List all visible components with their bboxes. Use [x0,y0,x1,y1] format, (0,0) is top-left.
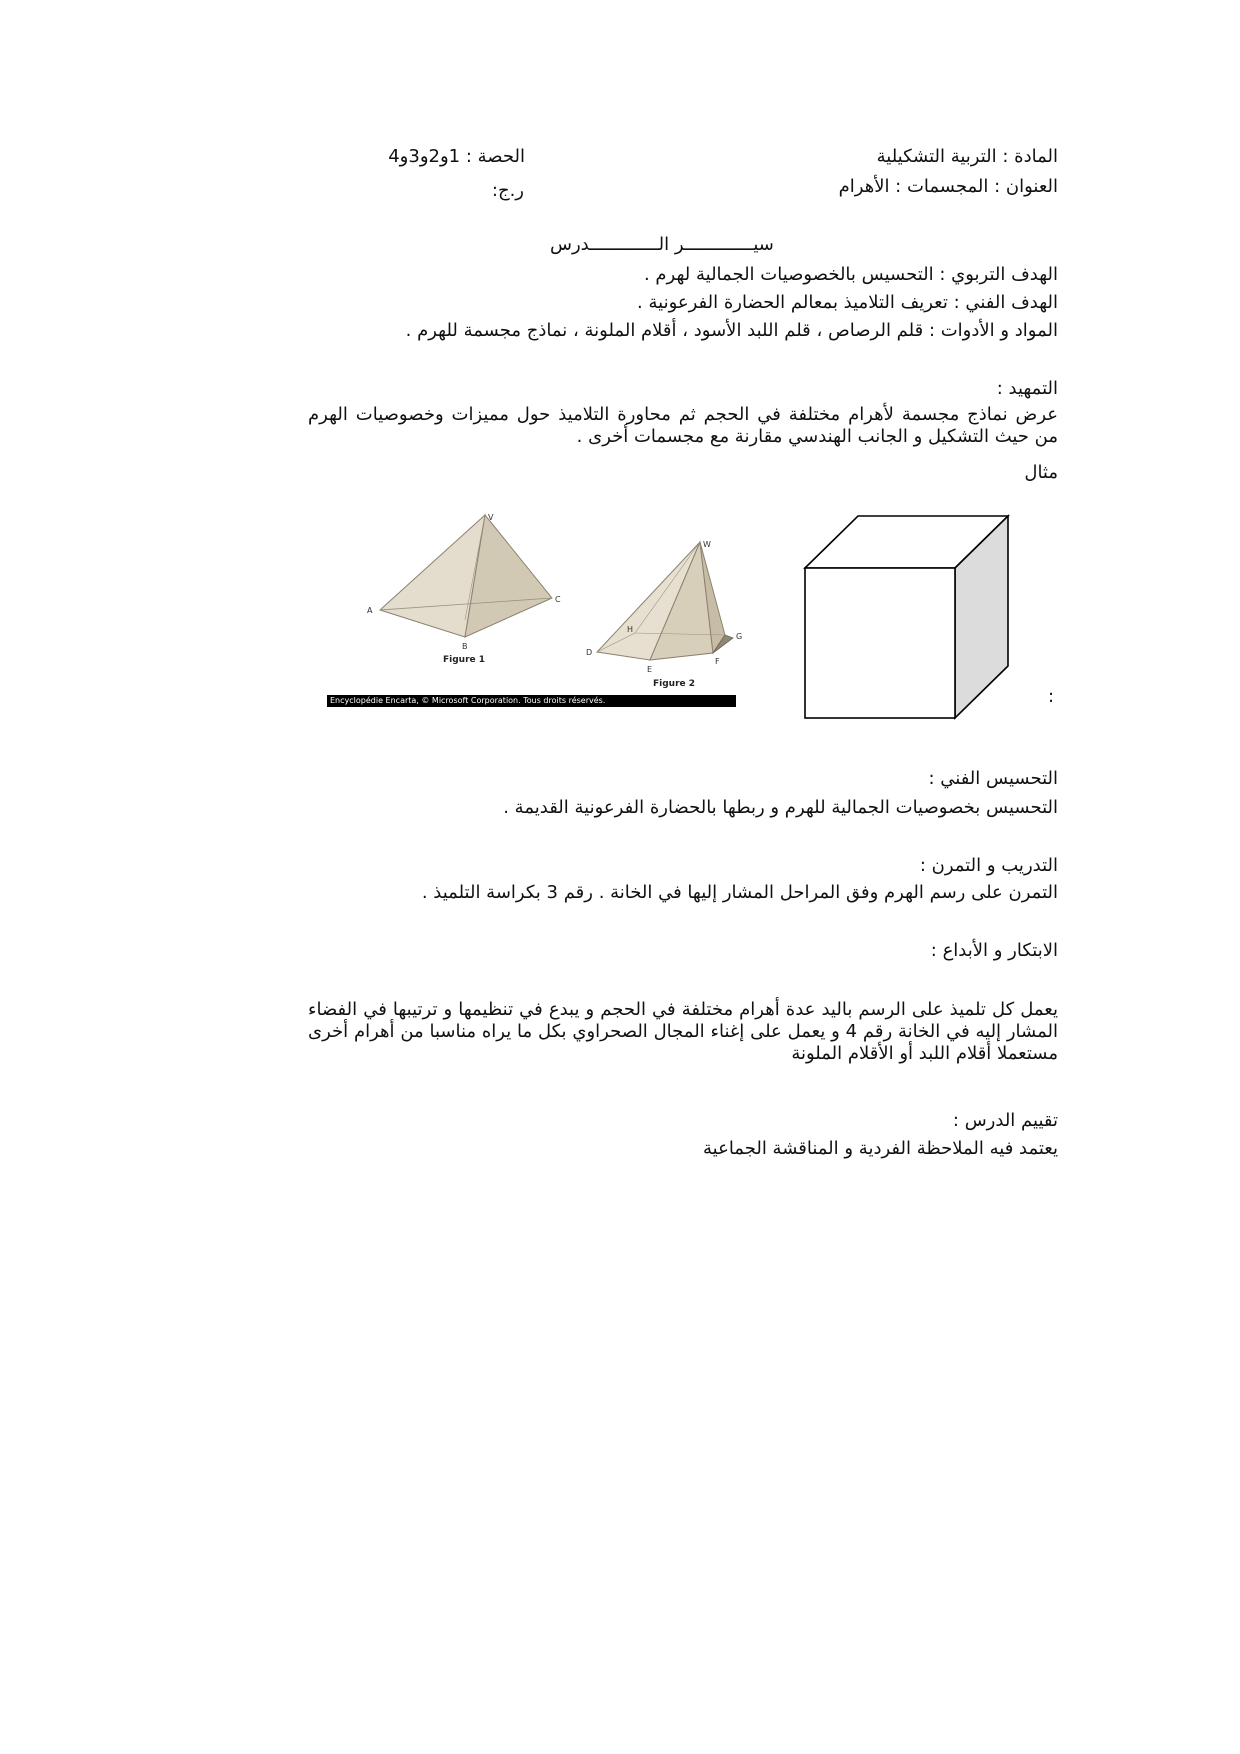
cube-figure [802,513,1012,723]
vertex-label-d: D [586,648,593,657]
evaluation-heading: تقييم الدرس : [952,1110,1058,1131]
vertex-label-e: E [647,665,653,674]
subject-line: المادة : التربية التشكيلية [876,146,1058,167]
practice-heading: التدريب و التمرن : [919,855,1058,876]
example-label: مثال [1024,462,1058,483]
practice-body: التمرن على رسم الهرم وفق المراحل المشار إليها في الخانة . رقم 3 بكراسة التلميذ . [421,882,1058,903]
figure-1-pyramid [355,510,575,670]
sensitization-body: التحسيس بخصوصيات الجمالية للهرم و ربطها بالحضارة الفرعونية القديمة . [503,797,1058,818]
lesson-title: سيـــــــــــــر الـــــــــــــدرس [550,234,774,255]
materials-line: المواد و الأدوات : قلم الرصاص ، قلم اللبد الأسود ، أقلام الملونة ، نماذج مجسمة للهرم . [405,320,1058,341]
educational-objective: الهدف التربوي : التحسيس بالخصوصيات الجمالية لهرم . [643,264,1058,285]
vertex-label-w: W [703,540,711,549]
creativity-heading: الابتكار و الأبداع : [930,940,1058,961]
encarta-credit: Encyclopédie Encarta, © Microsoft Corporation. Tous droits réservés. [327,695,736,707]
figure-trailing-colon: : [1048,686,1055,707]
vertex-label-g: G [736,632,743,641]
session-line: الحصة : 1و2و3و4 [388,146,525,167]
creativity-body: يعمل كل تلميذ على الرسم باليد عدة أهرام مختلفة في الحجم و يبدع في تنظيمها و ترتيبها في الفضاء المشار إليه في الخانة رقم 4 و يعمل على إغناء المجال الصحراوي بكل ما يراه مناسبا من أهرام أخرى مستعملا أقلام اللبد أو الأقلام الملونة [308,999,1058,1064]
vertex-label-h: H [627,625,634,634]
title-line: العنوان : المجسمات : الأهرام [838,176,1058,197]
figure-2-caption: Figure 2 [653,679,696,689]
vertex-label-f: F [715,657,720,666]
vertex-label-c: C [555,595,561,604]
figure-2-pyramid [575,535,775,695]
artistic-objective: الهدف الفني : تعريف التلاميذ بمعالم الحضارة الفرعونية . [637,292,1058,313]
vertex-label-a: A [367,606,373,615]
evaluation-body: يعتمد فيه الملاحظة الفردية و المناقشة الجماعية [703,1138,1058,1159]
vertex-label-b: B [462,642,468,651]
intro-heading: التمهيد : [996,378,1058,399]
sensitization-heading: التحسيس الفني : [928,768,1058,789]
vertex-label-v: V [488,513,494,522]
intro-body: عرض نماذج مجسمة لأهرام مختلفة في الحجم ثم محاورة التلاميذ حول مميزات وخصوصيات الهرم من حيث التشكيل و الجانب الهندسي مقارنة مع مجسمات أخرى . [308,404,1058,447]
figure-1-caption: Figure 1 [443,655,486,665]
rj-line: ر.ج: [491,180,524,201]
